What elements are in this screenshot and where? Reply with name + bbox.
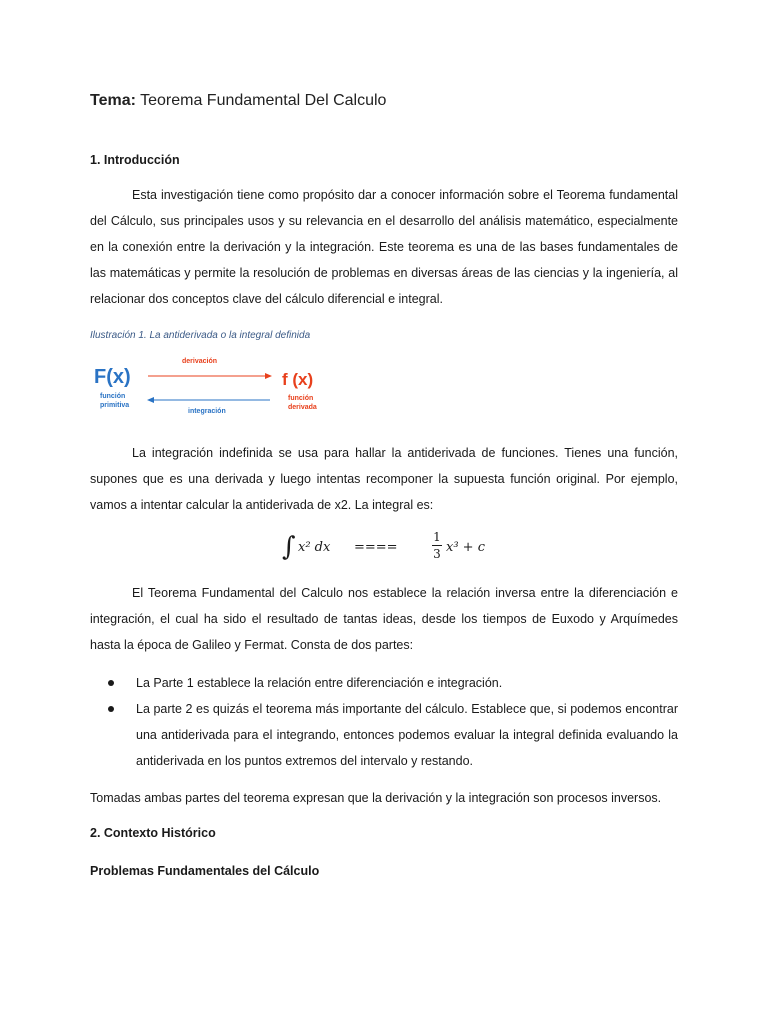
integral-sign: ∫ [282,532,296,562]
fraction-bar [432,545,442,546]
diagram-left-label: F(x) [94,366,131,388]
formula-result: x³ + c [446,540,485,555]
list-item-text: La Parte 1 establece la relación entre diferenciación e integración. [136,676,503,690]
intro-heading: 1. Introducción [90,153,180,167]
paragraph-3: El Teorema Fundamental del Calculo nos establece la relación inversa entre la diferenciación e integración, el cual ha sido el resultado de tantas ideas, desde los tiempos de Euxodo y Arquímedes hasta la época de Galileo y Fermat. Consta de dos partes: [90,586,678,652]
fraction-denominator: 3 [433,547,441,561]
formula-integrand: x² dx [298,540,331,555]
diagram-left-sub-2: primitiva [100,402,130,409]
diagram-right-label: f (x) [282,370,314,389]
diagram-right-sub-2: derivada [288,404,317,411]
list-item [90,696,678,774]
list-item [90,670,678,696]
antiderivative-diagram [90,352,340,422]
list-item-text: La parte 2 es quizás el teorema más importante del cálculo. Establece que, si podemos encontrar una antiderivada para el integrando, entonces podemos evaluar la integral definida evaluando la antiderivada en los puntos extremos del intervalo y restando. [136,702,678,768]
bullet-icon [108,680,114,686]
parts-list [90,670,678,774]
integral-formula [282,530,502,570]
derivation-arrow-head-icon [265,373,272,379]
diagram-top-arrow-label: derivación [182,358,218,365]
history-heading: 2. Contexto Histórico [90,826,216,840]
fraction-numerator: 1 [433,530,441,544]
bullet-icon [108,706,114,712]
subheading: Problemas Fundamentales del Cálculo [90,864,320,878]
diagram-left-sub-1: función [100,393,126,400]
formula-equals: ==== [354,540,398,555]
title-label: Tema: [90,92,136,109]
integration-arrow-head-icon [147,397,154,403]
formula-fraction [432,530,442,561]
paragraph-4: Tomadas ambas partes del teorema expresan que la derivación y la integración son procesos inversos. [90,791,662,805]
title-text: Teorema Fundamental Del Calculo [135,92,387,109]
page-title [90,92,386,110]
figure-caption: Ilustración 1. La antiderivada o la integral definida [90,330,311,341]
paragraph-2: La integración indefinida se usa para hallar la antiderivada de funciones. Tienes una función, supones que es una derivada y luego intentas recomponer la supuesta función original. Por ejemplo, vamos a intentar calcular la antiderivada de x2. La integral es: [90,446,678,512]
diagram-bottom-arrow-label: integración [188,408,226,415]
intro-paragraph: Esta investigación tiene como propósito dar a conocer información sobre el Teorema fundamental del Cálculo, sus principales usos y su relevancia en el desarrollo del análisis matemático, especialmente en la conexión entre la derivación y la integración. Este teorema es una de las bases fundamentales de las matemáticas y permite la resolución de problemas en diversas áreas de las ciencias y la ingeniería, al relacionar dos conceptos clave del cálculo diferencial e integral. [90,188,678,306]
diagram-right-sub-1: función [288,395,314,402]
